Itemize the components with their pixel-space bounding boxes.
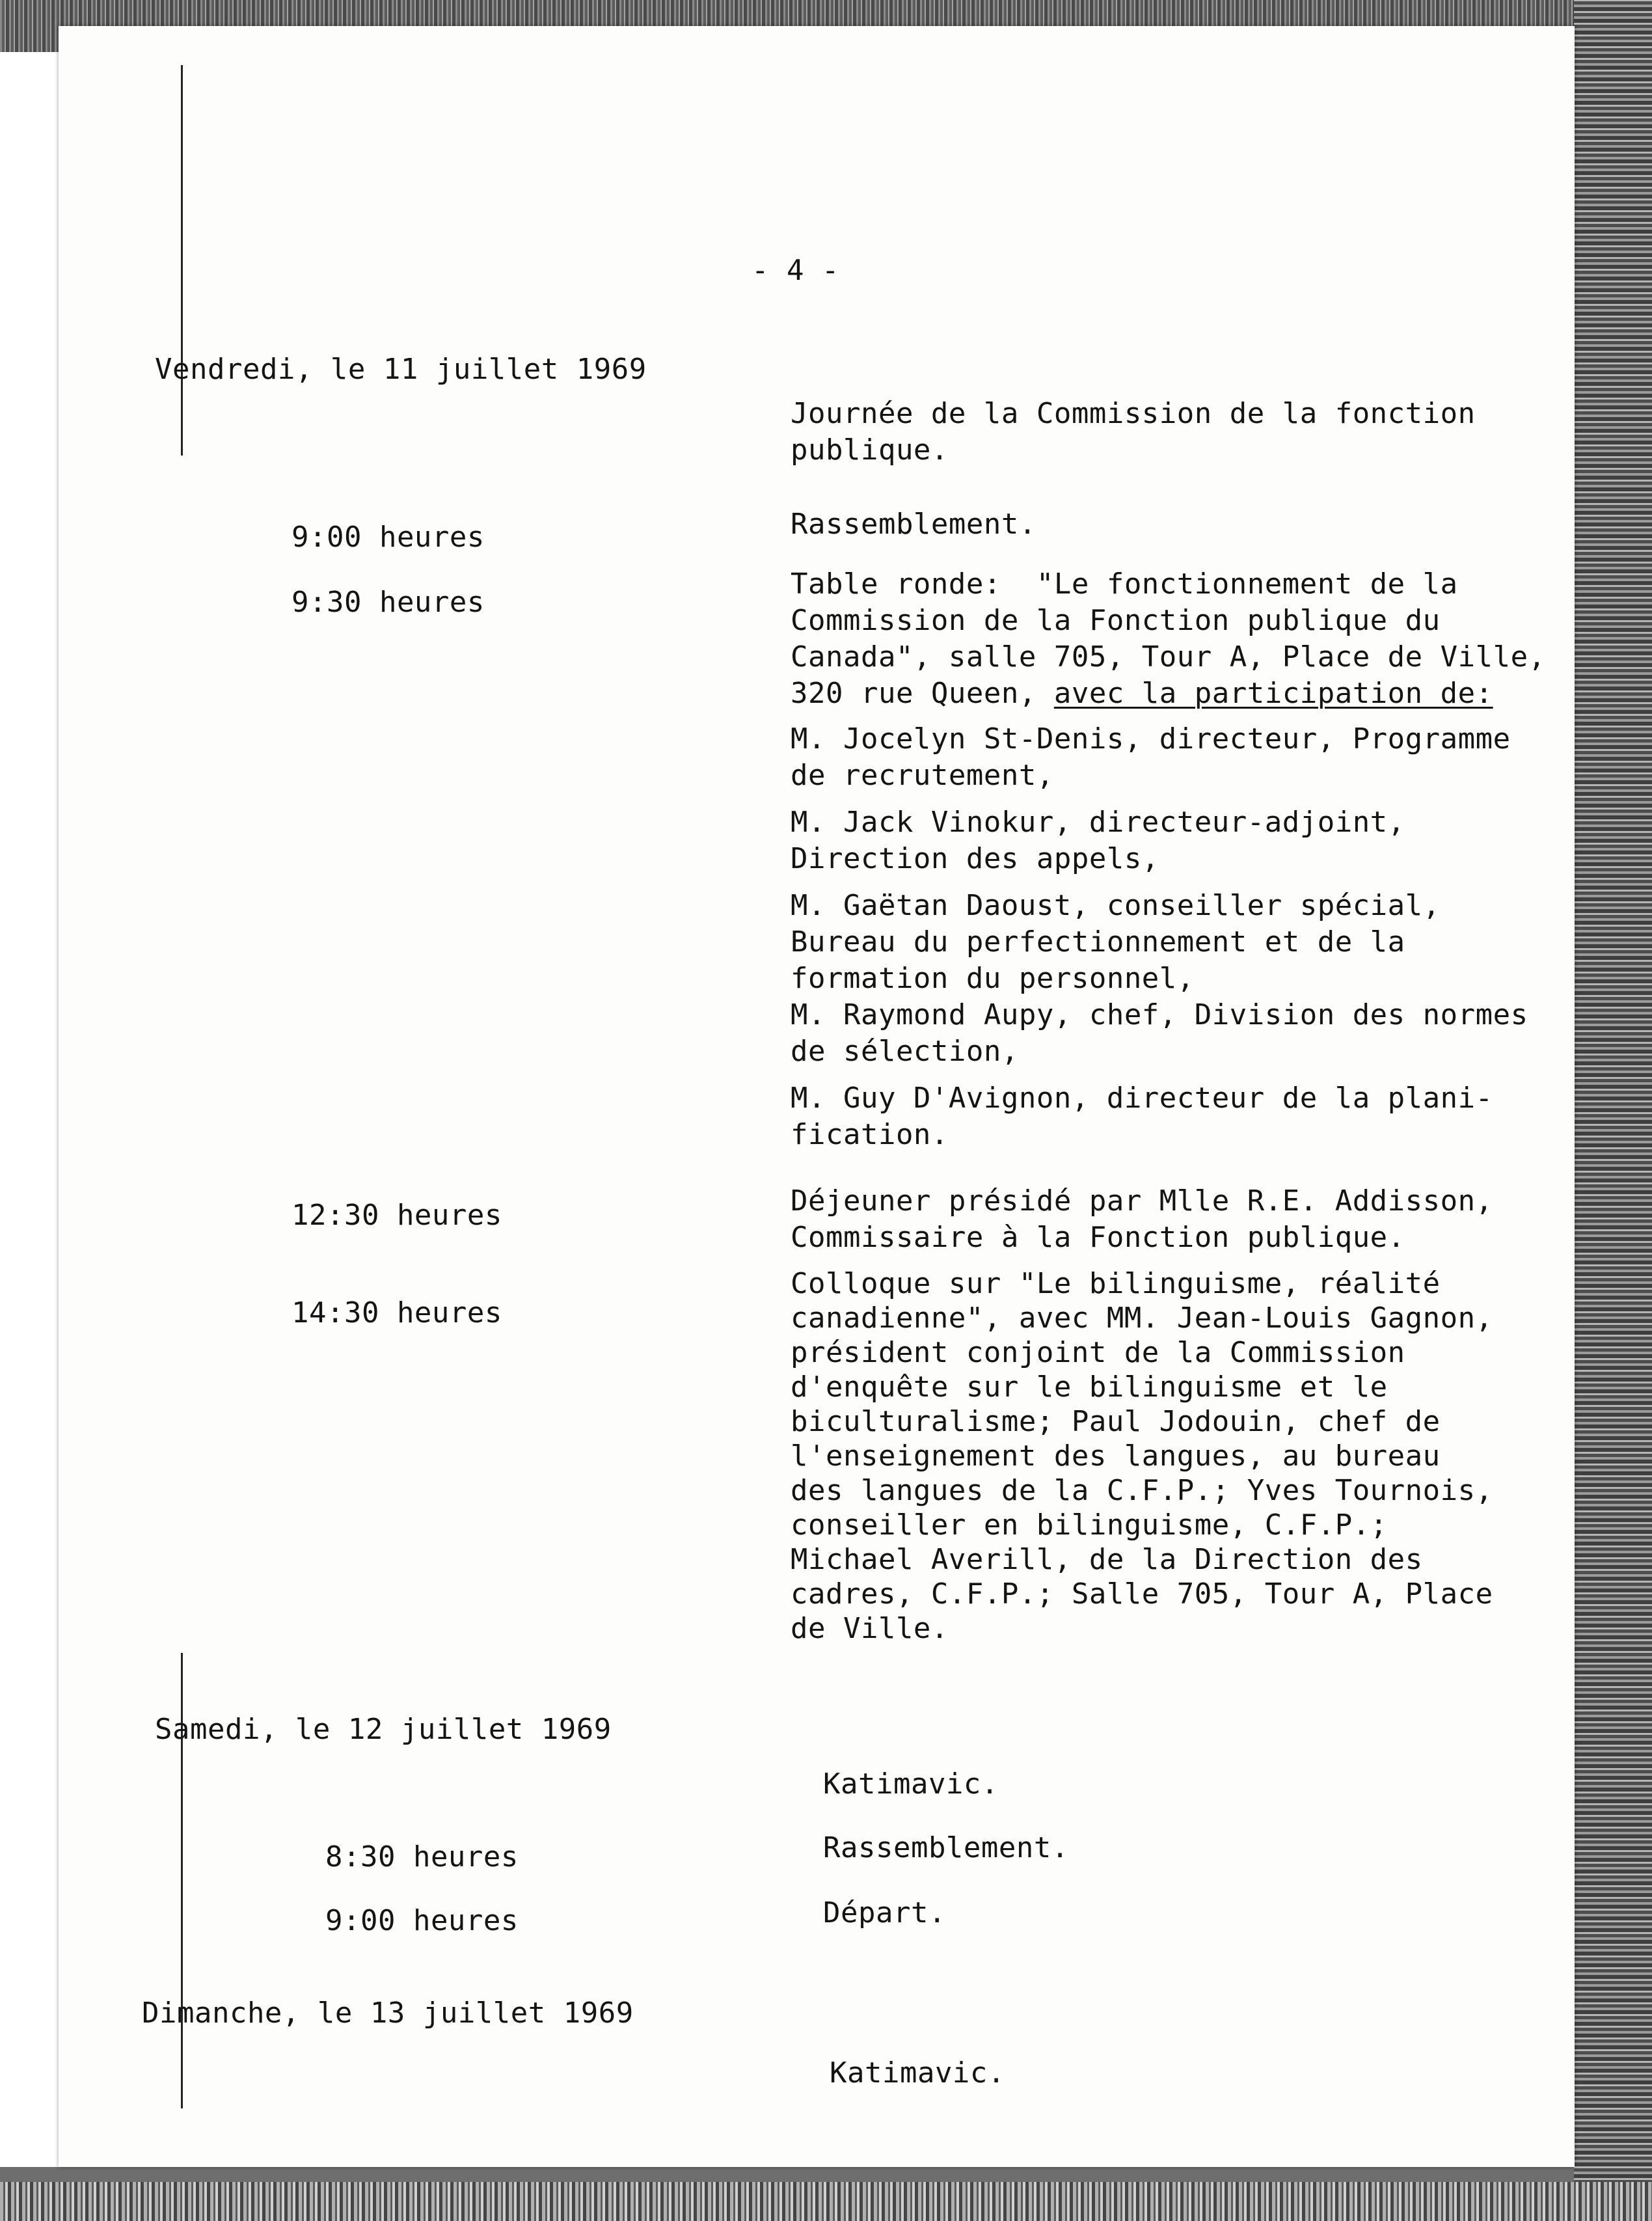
participation-underlined: avec la participation de: bbox=[1053, 677, 1493, 710]
time-label: 9:30 heures bbox=[291, 586, 485, 619]
schedule-entry: Déjeuner présidé par Mlle R.E. Addisson, Commissaire à la Fonction publique. bbox=[791, 1184, 1493, 1254]
scan-border-bottom bbox=[0, 2182, 1652, 2221]
time-label: 8:30 heures bbox=[325, 1840, 519, 1874]
schedule-entry: Rassemblement. bbox=[823, 1831, 1069, 1864]
saturday-intro: Katimavic. bbox=[823, 1767, 999, 1801]
day-heading-saturday: Samedi, le 12 juillet 1969 bbox=[155, 1713, 612, 1746]
schedule-entry-table-ronde bbox=[791, 566, 1546, 712]
participant-item: M. Jocelyn St-Denis, directeur, Programme de recrutement, bbox=[791, 722, 1511, 792]
time-label: 12:30 heures bbox=[291, 1199, 502, 1232]
participant-item: M. Gaëtan Daoust, conseiller spécial, Bureau du perfectionnement et de la formation du personnel, bbox=[791, 889, 1441, 995]
document-page bbox=[59, 26, 1575, 2167]
participant-item: M. Guy D'Avignon, directeur de la plani- fication. bbox=[791, 1082, 1493, 1151]
time-label: 9:00 heures bbox=[291, 521, 485, 554]
time-label: 14:30 heures bbox=[291, 1296, 502, 1329]
scan-border-right bbox=[1574, 0, 1652, 2221]
participant-item: M. Jack Vinokur, directeur-adjoint, Direction des appels, bbox=[791, 806, 1405, 875]
table-ronde-text: Table ronde: "Le fonctionnement de la Commission de la Fonction publique du Canada", salle 705, Tour A, Place de Ville, 320 rue Queen, bbox=[791, 567, 1546, 710]
friday-intro: Journée de la Commission de la fonction publique. bbox=[791, 397, 1476, 467]
day-heading-friday: Vendredi, le 11 juillet 1969 bbox=[155, 353, 647, 386]
schedule-entry: Rassemblement. bbox=[791, 508, 1036, 541]
schedule-entry: Colloque sur "Le bilinguisme, réalité canadienne", avec MM. Jean-Louis Gagnon, président conjoint de la Commission d'enquête sur le bilinguisme et le biculturalisme; Paul Jodouin, chef de l'enseignement des langues, au bureau des langues de la C.F.P.; Yves Tournois, conseiller en bilinguisme, C.F.P.; Michael Averill, de la Direction des cadres, C.F.P.; Salle 705, Tour A, Place de Ville. bbox=[791, 1267, 1493, 1645]
day-heading-sunday: Dimanche, le 13 juillet 1969 bbox=[142, 1996, 634, 2030]
time-label: 9:00 heures bbox=[325, 1904, 519, 1937]
page-number: - 4 - bbox=[752, 254, 839, 287]
schedule-entry: Départ. bbox=[823, 1896, 946, 1929]
binding-line bbox=[181, 65, 183, 456]
sunday-intro: Katimavic. bbox=[830, 2056, 1005, 2090]
participant-item: M. Raymond Aupy, chef, Division des normes de sélection, bbox=[791, 998, 1528, 1068]
